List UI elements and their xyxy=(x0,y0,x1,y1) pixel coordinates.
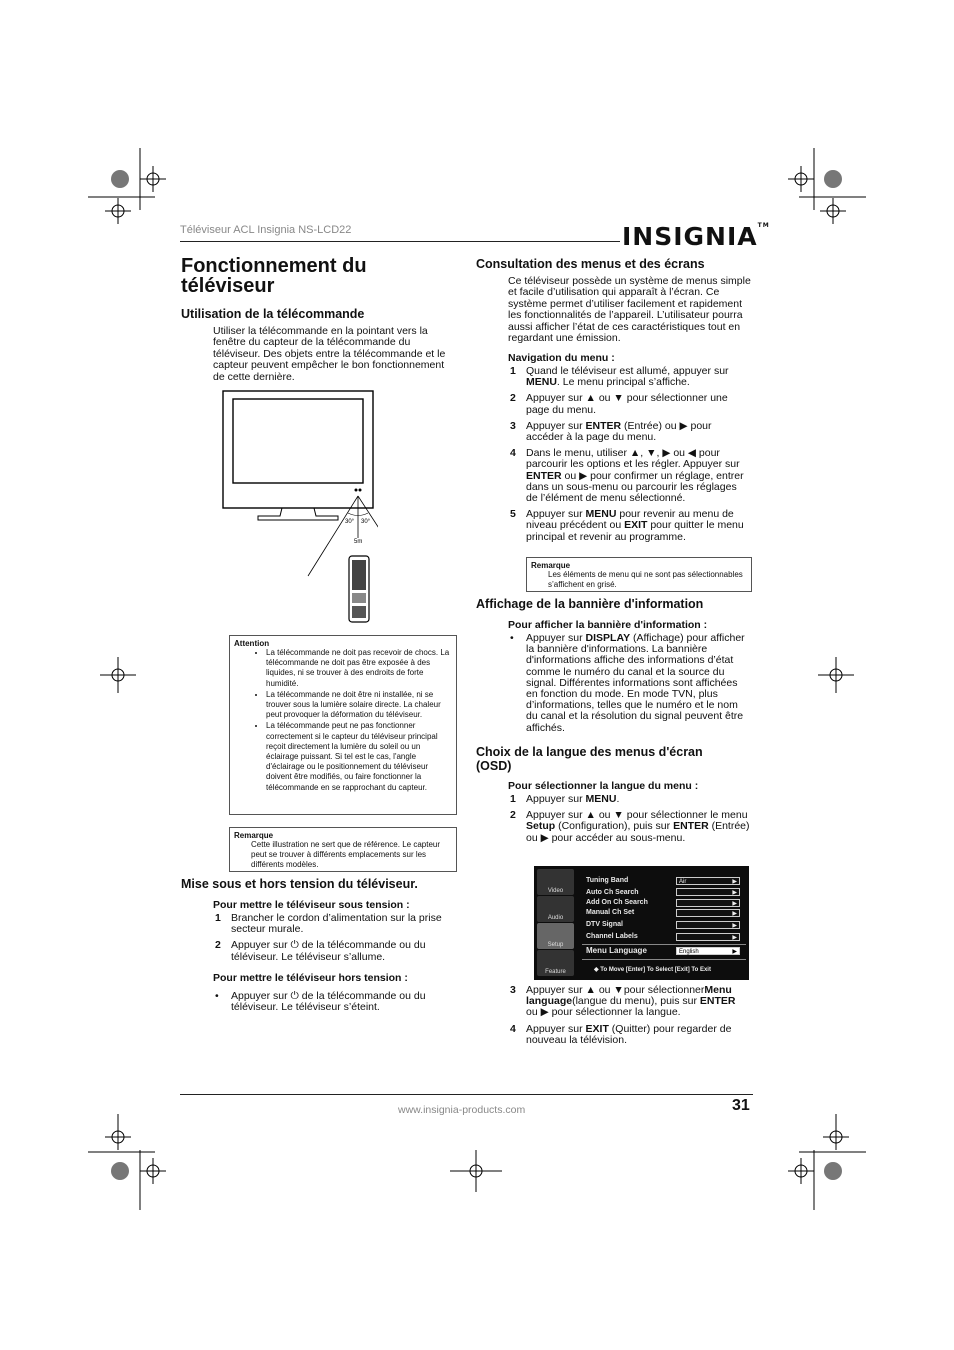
step-text: Dans le menu, utiliser ▲, ▼, ▶ ou ◀ pour parcourir les options et les régler. Appuyer sur ENTER ou ▶ pour confirmer un réglage, entrer dans un sous-menu ou parcourir les réglages de l’élément de menu sélectionné. xyxy=(526,447,744,505)
right-arrow-icon: ▶ xyxy=(732,890,737,896)
power-heading: Mise sous et hors tension du téléviseur. xyxy=(181,877,418,891)
footer-url: www.insignia-products.com xyxy=(398,1104,526,1116)
step-item xyxy=(510,509,750,543)
right-arrow-icon: ▶ xyxy=(732,901,737,907)
bullet-mark: • xyxy=(215,990,219,1002)
footer-rule xyxy=(180,1094,753,1095)
note-box xyxy=(229,827,457,872)
menu-language-value: English xyxy=(679,949,699,955)
osd-steps-a xyxy=(510,794,750,849)
step-number: 1 xyxy=(510,793,516,805)
step-text: Appuyer sur MENU pour revenir au menu de niveau précédent ou EXIT pour quitter le menu principal et revenir au programme. xyxy=(526,508,744,543)
osd-field xyxy=(676,921,740,929)
nav-heading: Navigation du menu : xyxy=(508,352,615,364)
tuning-band-value: Air xyxy=(679,879,687,885)
osd-row: DTV Signal xyxy=(586,921,623,928)
osd-row: Add On Ch Search xyxy=(586,899,648,906)
attention-box xyxy=(229,635,457,815)
tv-screen xyxy=(233,399,363,483)
step-item xyxy=(215,940,457,962)
osd-legend: ◆ To Move [Enter] To Select [Exit] To Exit xyxy=(594,967,711,973)
osd-sub: Pour sélectionner la langue du menu : xyxy=(508,780,699,792)
step-item xyxy=(510,366,750,388)
power-icon: ⏻ xyxy=(290,990,299,1002)
power-on-heading: Pour mettre le téléviseur sous tension : xyxy=(213,899,410,911)
osd-row: Channel Labels xyxy=(586,933,638,940)
bullet-text: Appuyer sur DISPLAY (Affichage) pour afficher la bannière d'informations. La bannière d'informations affiche des informations d’état comme le numéro du canal et la source du signal. Différentes informations sont affichées en fonction du mode. En mode TVN, plus d’informations, telles que le numéro et le nom du canal et la résolution du signal peuvent être affichés. xyxy=(526,632,745,734)
brand-logo xyxy=(622,222,770,251)
note-label: Remarque xyxy=(531,561,571,570)
step-text: Appuyer sur EXIT (Quitter) pour regarder de nouveau la télévision. xyxy=(526,1022,732,1046)
attention-label: Attention xyxy=(234,639,270,648)
step-number: 2 xyxy=(510,392,516,405)
step-item xyxy=(510,1024,750,1046)
step-text: Appuyer sur xyxy=(231,939,288,952)
osd-steps-b xyxy=(510,985,750,1051)
step-item xyxy=(510,393,750,415)
step-item xyxy=(215,913,457,935)
step-item xyxy=(510,421,750,443)
step-number: 5 xyxy=(510,508,516,521)
tab-label: Audio xyxy=(547,915,564,921)
osd-menu-screenshot xyxy=(534,866,749,980)
bullet-item xyxy=(215,991,457,1013)
header-rule xyxy=(180,241,620,242)
setup-tab-icon xyxy=(537,923,574,949)
power-off-list xyxy=(215,991,457,1018)
osd-row: Tuning Band xyxy=(586,877,629,884)
bullet-text-cont: de la télécommande ou du téléviseur. Le téléviseur s’éteint. xyxy=(231,990,426,1014)
feature-tab-icon xyxy=(537,950,574,976)
step-item xyxy=(510,810,750,844)
note-label: Remarque xyxy=(234,831,274,840)
osd-field xyxy=(676,888,740,896)
step-item xyxy=(510,985,750,1019)
logo-text: INSIGNIA xyxy=(622,222,758,251)
banner-heading: Affichage de la bannière d'information xyxy=(476,597,704,611)
tab-label: Feature xyxy=(545,969,566,975)
menus-body: Ce téléviseur possède un système de menus simple et facile d’utilisation qui apparaît à l’écran. Ce système permet d’utiliser facilement et rapidement les fonctionnalités de l’appareil. L’utilisateur pourra aussi afficher l’état de ces caractéristiques tout en regardant une émission. xyxy=(508,275,751,345)
osd-heading: Choix de la langue des menus d'écran (OSD) xyxy=(476,745,703,773)
step-text-cont: de la télécommande ou du téléviseur. Le téléviseur s’allume. xyxy=(231,939,426,963)
power-off-heading: Pour mettre le téléviseur hors tension : xyxy=(213,972,408,984)
note-text: Les éléments de menu qui ne sont pas sélectionnables s’affichent en grisé. xyxy=(548,570,743,589)
page-number: 31 xyxy=(732,1097,750,1114)
osd-row: Auto Ch Search xyxy=(586,889,639,896)
remote-heading: Utilisation de la télécommande xyxy=(181,307,365,321)
osd-field xyxy=(676,877,740,885)
menus-heading: Consultation des menus et des écrans xyxy=(476,257,705,271)
osd-field xyxy=(676,909,740,917)
tv-remote-figure xyxy=(222,388,378,628)
banner-list xyxy=(510,633,750,739)
angle-right-label: 30° xyxy=(361,519,371,525)
step-text: Quand le téléviseur est allumé, appuyer sur MENU. Le menu principal s’affiche. xyxy=(526,365,729,389)
step-item xyxy=(510,794,750,805)
tab-label: Video xyxy=(547,888,564,894)
angle-left-label: 30° xyxy=(345,519,355,525)
step-number: 4 xyxy=(510,1022,516,1035)
step-text: Appuyer sur MENU. xyxy=(526,793,620,805)
step-number: 3 xyxy=(510,419,516,432)
step-text: Appuyer sur ▲ ou ▼pour sélectionnerMenu language(langue du menu), puis sur ENTER ou ▶ pour sélectionner la langue. xyxy=(526,984,736,1019)
document-title: Téléviseur ACL Insignia NS-LCD22 xyxy=(180,224,352,236)
right-arrow-icon: ▶ xyxy=(732,949,737,955)
osd-field xyxy=(676,947,740,955)
power-on-steps xyxy=(215,913,457,968)
attention-item: • La télécommande ne doit pas recevoir de chocs. La télécommande ne doit pas être exposée à des liquides, ni se trouver à des endroits de forte humidité. xyxy=(266,648,452,689)
step-text: Appuyer sur ENTER (Entrée) ou ▶ pour accéder à la page du menu. xyxy=(526,419,712,444)
step-number: 2 xyxy=(510,809,516,822)
tv-stand xyxy=(258,508,338,520)
bullet-text: Appuyer sur xyxy=(231,990,288,1002)
page-title: Fonctionnement du téléviseur xyxy=(181,255,367,297)
power-icon: ⏻ xyxy=(290,939,299,952)
bullet-mark: • xyxy=(510,632,514,644)
bullet-item xyxy=(510,633,750,734)
osd-field xyxy=(676,933,740,941)
video-tab-icon xyxy=(537,869,574,895)
right-arrow-icon: ▶ xyxy=(732,935,737,941)
right-arrow-icon: ▶ xyxy=(732,923,737,929)
tv-frame xyxy=(223,391,373,508)
osd-field xyxy=(676,899,740,907)
step-item xyxy=(510,448,750,504)
osd-row-selected: Menu Language xyxy=(586,946,647,955)
menu-note-box xyxy=(526,557,752,592)
step-number: 1 xyxy=(510,365,516,377)
osd-row: Manual Ch Set xyxy=(586,909,635,916)
step-number: 4 xyxy=(510,447,516,460)
attention-list xyxy=(234,648,452,793)
attention-item: • La télécommande ne doit être ni installée, ni se trouver sous la lumière solaire directe. La chaleur peut provoquer la déformation du téléviseur. xyxy=(266,690,452,721)
osd-tab-column xyxy=(537,869,574,977)
remote-control xyxy=(349,556,369,622)
distance-label: 5m xyxy=(354,539,363,545)
audio-tab-icon xyxy=(537,896,574,922)
step-number: 2 xyxy=(215,939,221,952)
step-number: 1 xyxy=(215,912,221,924)
logo-tm: TM xyxy=(757,222,770,229)
attention-item: • La télécommande peut ne pas fonctionner correctement si le capteur du téléviseur principal reçoit directement la lumière du soleil ou un éclairage puissant. Si tel est le cas, l'angle d'éclairage ou le positionnement du téléviseur doivent être modifiés, ou faire fonctionner la télécommande en se rapprochant du capteur. xyxy=(266,721,452,792)
right-arrow-icon: ▶ xyxy=(732,879,737,885)
step-text: Appuyer sur ▲ ou ▼ pour sélectionner le menu Setup (Configuration), puis sur ENTER (Entrée) ou ▶ pour accéder au sous-menu. xyxy=(526,809,750,844)
tab-label: Setup xyxy=(547,942,564,948)
step-text: Appuyer sur ▲ ou ▼ pour sélectionner une page du menu. xyxy=(526,392,728,416)
nav-steps xyxy=(510,366,750,548)
step-number: 3 xyxy=(510,984,516,996)
right-arrow-icon: ▶ xyxy=(732,911,737,917)
banner-sub: Pour afficher la bannière d'information : xyxy=(508,619,708,631)
remote-body: Utiliser la télécommande en la pointant vers la fenêtre du capteur de la télécommande du téléviseur. Des objets entre la télécommande et le capteur peuvent empêcher le bon fonctionnement de cette dernière. xyxy=(213,325,446,383)
note-text: Cette illustration ne sert que de référence. Le capteur peut se trouver à différents emplacements sur les différents modèles. xyxy=(251,840,440,869)
step-text: Brancher le cordon d’alimentation sur la prise secteur murale. xyxy=(231,912,442,936)
